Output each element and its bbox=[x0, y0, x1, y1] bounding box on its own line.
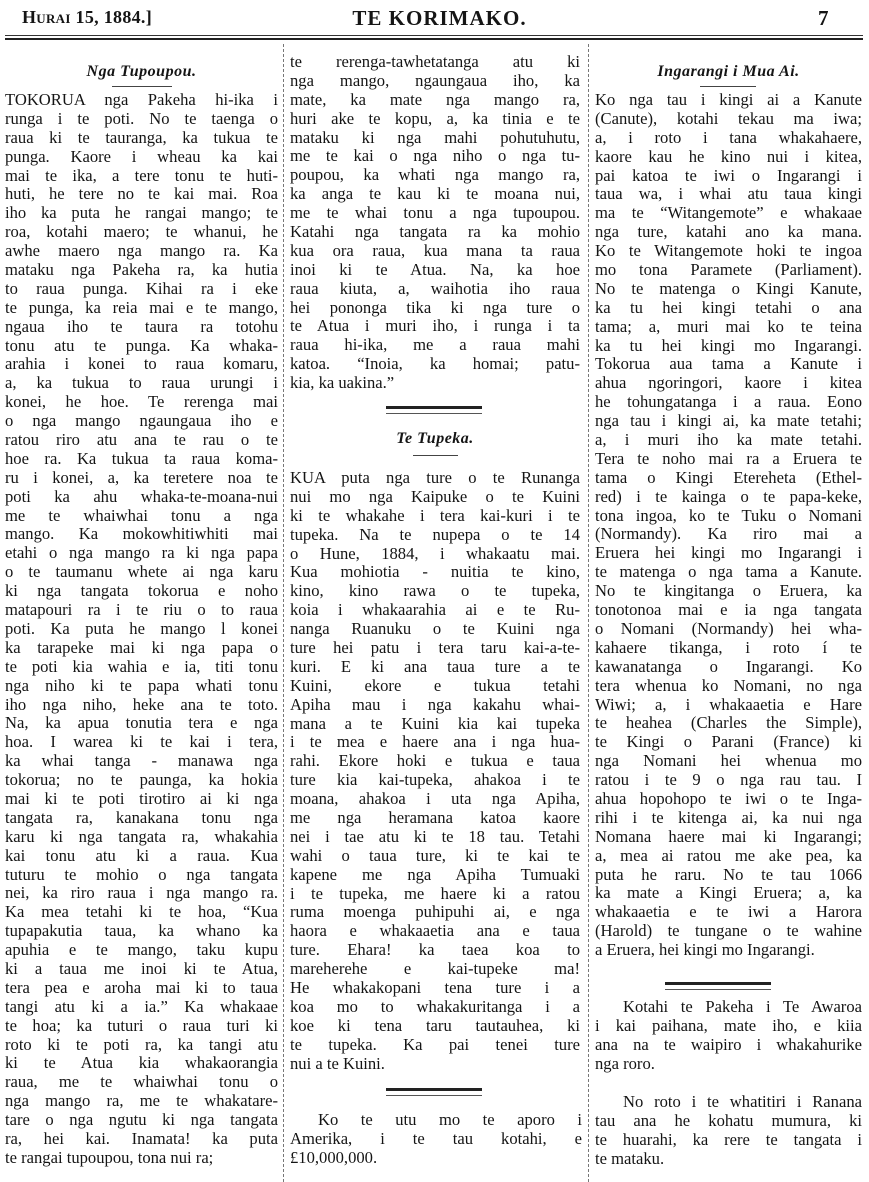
article-body-te-tupeka bbox=[290, 469, 580, 1074]
text-line: Kua mohiotia - nuitia te kino, bbox=[290, 562, 580, 582]
text-line: koa mo to whakakuritanga i a bbox=[290, 996, 580, 1016]
text-line: Ko te Witangemote hoki te ingoa bbox=[595, 241, 862, 261]
text-line: punga. Kaore i wheau ka kai bbox=[5, 146, 278, 166]
text-line: Ko nga tau i kingi ai a Kanute bbox=[595, 90, 862, 109]
text-line: o te taumanu whete ai nga karu bbox=[5, 562, 278, 582]
text-line: runga i te poti. No te taenga o bbox=[5, 108, 278, 128]
text-line: tonu atu te punga. Ka whaka- bbox=[5, 335, 278, 355]
text-line: ana na te waipiro i whakahurike bbox=[595, 1034, 862, 1054]
text-line: (Harold) te tungane o te wahine bbox=[595, 921, 862, 941]
text-line: tona ingoa, ko te Tuku o Nomani bbox=[595, 505, 862, 525]
text-line: ngaua iho te taura ra totohu bbox=[5, 316, 278, 336]
text-line: rihi i te kitenga ai, ka nui nga bbox=[595, 807, 862, 827]
text-line: konei, he hoe. Te rerenga mai bbox=[5, 392, 278, 412]
text-line: tangi atu ki a ia.” Ka whakaae bbox=[5, 996, 278, 1016]
text-line: nga niho ki te papa whati tonu bbox=[5, 675, 278, 695]
note-ranana bbox=[595, 1093, 862, 1169]
text-line: pai katoa te iwi o Ingarangi i bbox=[595, 165, 862, 185]
section-separator bbox=[386, 1088, 482, 1096]
text-line: mo tona Paramete (Parliament). bbox=[595, 260, 862, 280]
text-line: a, mea ai ratou me ake pea, ka bbox=[595, 845, 862, 865]
article-body-nga-tupoupou bbox=[5, 91, 278, 1168]
article-title-ingarangi: Ingarangi i Mua Ai. bbox=[657, 63, 800, 80]
text-line: tera pea e aroha mai ki to taua bbox=[5, 977, 278, 997]
text-line: raua, me te whaiwhai tonu o bbox=[5, 1072, 278, 1092]
text-line: ki nga tangata tokorua e noho bbox=[5, 581, 278, 601]
text-line: i te mea e haere ana i nga hua- bbox=[290, 732, 580, 752]
column-divider bbox=[588, 44, 589, 1182]
text-line: ahua ngoringori, kaore i kitea bbox=[595, 373, 862, 393]
text-line: te matenga o nga tama a Kanute. bbox=[595, 562, 862, 582]
text-line: tama; a, muri mai ko te teina bbox=[595, 316, 862, 336]
text-line: ki te Atua kia whakaorangia bbox=[5, 1053, 278, 1073]
text-line: tuturu te mohio o nga tangata bbox=[5, 864, 278, 884]
title-underline bbox=[700, 86, 756, 87]
text-line: tupapakutia taua, ka whano ka bbox=[5, 921, 278, 941]
text-line: mareherehe e kai-tupeke ma! bbox=[290, 959, 580, 979]
text-line: poti. Ka puta he mango l konei bbox=[5, 618, 278, 638]
text-line: roto ki te poti ra, ka tangi atu bbox=[5, 1034, 278, 1054]
text-line: te heahea (Charles the Simple), bbox=[595, 713, 862, 733]
text-line: nga mango ra, me te whakatare- bbox=[5, 1091, 278, 1111]
text-line: te huarahi, ka rere te tangata i bbox=[595, 1129, 862, 1149]
text-line: me nga heramana katoa kaore bbox=[290, 808, 580, 828]
text-line: raua kiuta, a, waihotia iho raua bbox=[290, 278, 580, 298]
text-line: mate, ka mate nga mango ra, bbox=[290, 89, 580, 109]
text-line: ratou i te 9 o nga rau tau. I bbox=[595, 770, 862, 790]
text-line: raua hi-ika, me a raua mahi bbox=[290, 335, 580, 355]
text-line: Ka mea tetahi ki te hoa, “Kua bbox=[5, 902, 278, 922]
text-line: No roto i te whatitiri i Ranana bbox=[623, 1092, 862, 1111]
text-line: nga roro. bbox=[595, 1053, 655, 1073]
text-line: No te kingitanga o Eruera, ka bbox=[595, 581, 862, 601]
text-line: arahia i konei to raua komaru, bbox=[5, 354, 278, 374]
text-line: tera whenua ko Nomani, no nga bbox=[595, 675, 862, 695]
text-line: mango. Ka mokowhitiwhiti mai bbox=[5, 524, 278, 544]
text-line: huri ake te kopu, a, ka tinia e te bbox=[290, 108, 580, 128]
text-line: kua ora raua, kua mana ta raua bbox=[290, 240, 580, 260]
column-divider bbox=[283, 44, 284, 1182]
text-line: £10,000,000. bbox=[290, 1147, 378, 1167]
text-line: mai te ika, a tere tonu te huti- bbox=[5, 165, 278, 185]
text-line: mai ki te poti tirotiro ai ki nga bbox=[5, 788, 278, 808]
text-line: ki a taua me inoi ki te Atua, bbox=[5, 958, 278, 978]
text-line: whakaaetia e te iwi a Harora bbox=[595, 902, 862, 922]
text-line: koe ki tena taru tautauhea, ki bbox=[290, 1015, 580, 1035]
article-body-ingarangi bbox=[595, 91, 862, 960]
text-line: TOKORUA nga Pakeha hi-ika i bbox=[5, 90, 278, 109]
text-line: ka tu hei kingi tetahi o ana bbox=[595, 297, 862, 317]
text-line: i kai paihana, mate iho, e kiia bbox=[595, 1015, 862, 1035]
text-line: katoa. “Inoia, ka homai; patu- bbox=[290, 354, 580, 374]
text-line: kai tonu atu ki a raua. Kua bbox=[5, 845, 278, 865]
text-line: he tohungatanga i a raua. Eono bbox=[595, 392, 862, 412]
text-line: ka tarapeke mai ki nga papa o bbox=[5, 637, 278, 657]
text-line: te mataku. bbox=[595, 1148, 665, 1168]
text-line: Tokorua aua tama a Kanute i bbox=[595, 354, 862, 374]
text-line: tupeka. Na te nupepa o te 14 bbox=[290, 524, 580, 544]
text-line: hoa. I warea ki te kai i tera, bbox=[5, 732, 278, 752]
section-separator bbox=[386, 406, 482, 414]
text-line: Nomana haere mai ki Ingarangi; bbox=[595, 826, 862, 846]
text-line: te rangai tupoupou, tona nui ra; bbox=[5, 1147, 214, 1167]
text-line: nei i tae atu ki te 18 tau. Tetahi bbox=[290, 826, 580, 846]
text-line: He whakakopani tena ture i a bbox=[290, 978, 580, 998]
text-line: iho nga niho, heke ana te toto. bbox=[5, 694, 278, 714]
text-line: poupou, ka whati nga mango ra, bbox=[290, 165, 580, 185]
text-line: o Nomani (Normandy) hei wha- bbox=[595, 618, 862, 638]
text-line: ka whai tanga - manawa nga bbox=[5, 751, 278, 771]
text-line: poti ka ahu whaka-te-moana-nui bbox=[5, 486, 278, 506]
text-line: ruma moenga puhipuhi ai, e nga bbox=[290, 902, 580, 922]
text-line: hoe ra. Ka tukua ta raua koma- bbox=[5, 448, 278, 468]
text-line: ture. Ehara! ka taea koa to bbox=[290, 940, 580, 960]
text-line: (Normandy). Ka riro mai a bbox=[595, 524, 862, 544]
text-line: No te matenga o Kingi Kanute, bbox=[595, 278, 862, 298]
text-line: te hoa; ka tuturi o raua turi ki bbox=[5, 1015, 278, 1035]
text-line: i te tupeka, me haere ki a ratou bbox=[290, 883, 580, 903]
text-line: te tupeka. Ka pai tenei ture bbox=[290, 1034, 580, 1054]
text-line: koia i whakaarahia ai e te Ru- bbox=[290, 600, 580, 620]
text-line: ka anga te kau ki te moana nui, bbox=[290, 184, 580, 204]
text-line: huti, he tere no te kai mai. Roa bbox=[5, 184, 278, 204]
text-line: nui mo nga Kaipuke o te Kuini bbox=[290, 486, 580, 506]
header-rule-thick bbox=[5, 38, 863, 40]
text-line: te rerenga-tawhetatanga atu ki bbox=[290, 52, 580, 71]
text-line: ratou riro atu ana te rau o te bbox=[5, 430, 278, 450]
text-line: nei, ka riro raua i nga mango ra. bbox=[5, 883, 278, 903]
text-line: Na, ka apua tonutia tera e nga bbox=[5, 713, 278, 733]
text-line: ma te “Witangemote” e whakaae bbox=[595, 203, 862, 223]
text-line: te poti kia wahia e ia, titi tonu bbox=[5, 656, 278, 676]
text-line: kawanatanga o Ingarangi. Ko bbox=[595, 656, 862, 676]
text-line: Eruera hei kingi mo Ingarangi i bbox=[595, 543, 862, 563]
text-line: nui a te Kuini. bbox=[290, 1053, 385, 1073]
article-title-nga-tupoupou: Nga Tupoupou. bbox=[86, 63, 197, 80]
text-line: moana, ahakoa i uta nga Apiha, bbox=[290, 789, 580, 809]
text-line: nanga Ruanuku o te Kuini nga bbox=[290, 619, 580, 639]
text-line: nga Nomani hei whenua mo bbox=[595, 751, 862, 771]
note-apple-price bbox=[290, 1111, 582, 1168]
text-line: kia, ka uakina.” bbox=[290, 373, 395, 393]
text-line: Amerika, i te tau kotahi, e bbox=[290, 1128, 582, 1148]
title-underline bbox=[413, 455, 458, 456]
text-line: matapouri ra i te riu o to raua bbox=[5, 600, 278, 620]
article-title-te-tupeka: Te Tupeka. bbox=[396, 430, 474, 447]
text-line: puta he raru. No te tau 1066 bbox=[595, 864, 862, 884]
text-line: nga mango, ngaungaua iho, ka bbox=[290, 70, 580, 90]
text-line: Ko te utu mo te aporo i bbox=[318, 1110, 582, 1129]
text-line: mana a te Kuini kia kai tupeka bbox=[290, 713, 580, 733]
text-line: haora e whakaaetia ana e taua bbox=[290, 921, 580, 941]
text-line: tokorua; no te paunga, ka hokia bbox=[5, 770, 278, 790]
text-line: o Hune, 1884, i whakaatu mai. bbox=[290, 543, 580, 563]
text-line: Kuini, ekore e tukua tetahi bbox=[290, 675, 580, 695]
text-line: ra, hei kai. Inamata! ka puta bbox=[5, 1128, 278, 1148]
article-continuation bbox=[290, 53, 580, 393]
text-line: roa, kotahi maero; te whanui, he bbox=[5, 222, 278, 242]
text-line: a, i muri iho ka mate tetahi. bbox=[595, 430, 862, 450]
text-line: a, ka tukua to raua urungi i bbox=[5, 373, 278, 393]
text-line: nga tau i kingi ai, ka mate tetahi; bbox=[595, 411, 862, 431]
text-line: kino, kino rawa o te tupeka, bbox=[290, 581, 580, 601]
text-line: taua wa, i whai atu taua kingi bbox=[595, 184, 862, 204]
text-line: Katahi nga tangata ra ka mohio bbox=[290, 222, 580, 242]
text-line: te Atua i muri iho, i runga i ta bbox=[290, 316, 580, 336]
text-line: raua ki te tauranga, ka tukua te bbox=[5, 127, 278, 147]
text-line: Apiha mau i nga kakahu whai- bbox=[290, 694, 580, 714]
newspaper-title: TE KORIMAKO. bbox=[352, 6, 527, 30]
text-line: ka mate a Kingi Eruera; a, ka bbox=[595, 883, 862, 903]
text-line: tare o nga ngutu ki nga tangata bbox=[5, 1110, 278, 1130]
text-line: tama o Kingi Etereheta (Ethel- bbox=[595, 467, 862, 487]
text-line: kapene me nga Apiha Tumuaki bbox=[290, 864, 580, 884]
text-line: a, i roto i tana whakahaere, bbox=[595, 127, 862, 147]
text-line: kahaere tikanga, i roto í te bbox=[595, 637, 862, 657]
text-line: awhe maero nga mango ra. Ka bbox=[5, 241, 278, 261]
text-line: tau ana he kohatu mumura, ki bbox=[595, 1110, 862, 1130]
text-line: wahi o taua ture, ki te kai te bbox=[290, 845, 580, 865]
text-line: a Eruera, hei kingi mo Ingarangi. bbox=[595, 940, 815, 960]
note-te-awaroa bbox=[595, 998, 862, 1074]
text-line: me te whai tonu a nga tupoupou. bbox=[290, 203, 580, 223]
text-line: tonotonoa mai e ia nga tangata bbox=[595, 600, 862, 620]
text-line: red) i te kainga o te papa-keke, bbox=[595, 486, 862, 506]
text-line: Kotahi te Pakeha i Te Awaroa bbox=[623, 997, 862, 1016]
text-line: KUA puta nga ture o te Runanga bbox=[290, 468, 580, 487]
text-line: mataku ki nga mahi pohutuhutu, bbox=[290, 127, 580, 147]
section-separator bbox=[665, 982, 771, 990]
text-line: mataku nga Pakeha ra, ka hutia bbox=[5, 260, 278, 280]
page-number: 7 bbox=[818, 6, 829, 30]
text-line: etahi o nga mango ra ki nga papa bbox=[5, 543, 278, 563]
issue-date: Hurai 15, 1884.] bbox=[22, 7, 153, 27]
text-line: Tera te noho mai ra a Eruera te bbox=[595, 448, 862, 468]
text-line: tangata ra, kanakana tonu nga bbox=[5, 807, 278, 827]
text-line: te Kingi o Parani (France) ki bbox=[595, 732, 862, 752]
text-line: kaore kau he kino nui i kitea, bbox=[595, 146, 862, 166]
text-line: rahi. Ekore hoki e tukua e taua bbox=[290, 751, 580, 771]
text-line: hei pononga tika ki nga ture o bbox=[290, 297, 580, 317]
text-line: apuhia e te mango, taku kupu bbox=[5, 940, 278, 960]
text-line: Wiwi; a, i whakaaetia e Hare bbox=[595, 694, 862, 714]
title-underline bbox=[112, 86, 172, 87]
text-line: ahua hopohopo te iwi o te Inga- bbox=[595, 788, 862, 808]
text-line: kuri. E ki ana taua ture a te bbox=[290, 656, 580, 676]
header-rule-thin bbox=[5, 35, 863, 36]
text-line: ture kia kai-tupeka, ahakoa i te bbox=[290, 770, 580, 790]
text-line: to raua punga. Kihai ra i eke bbox=[5, 278, 278, 298]
text-line: me te whaiwhai tonu a nga bbox=[5, 505, 278, 525]
text-line: (Canute), kotahi tekau ma iwa; bbox=[595, 108, 862, 128]
text-line: ki te whakahe i tera kai-kuri i te bbox=[290, 505, 580, 525]
text-line: nga ture, katahi ano ka mana. bbox=[595, 222, 862, 242]
text-line: inoi ki te Atua. Na, ka hoe bbox=[290, 259, 580, 279]
text-line: ture hei patu i tera taru kai-a-te- bbox=[290, 638, 580, 658]
text-line: ka tu hei kingi mo Ingarangi. bbox=[595, 335, 862, 355]
text-line: karu ki nga tangata ra, whakahia bbox=[5, 826, 278, 846]
text-line: te punga, ka reia mai e te mango, bbox=[5, 297, 278, 317]
text-line: me te kai o nga niho o nga tu- bbox=[290, 146, 580, 166]
text-line: o nga mango ngaungaua iho e bbox=[5, 411, 278, 431]
text-line: ru i konei, a, ka teretere noa te bbox=[5, 467, 278, 487]
text-line: iho ka puta he rangai mango; te bbox=[5, 203, 278, 223]
